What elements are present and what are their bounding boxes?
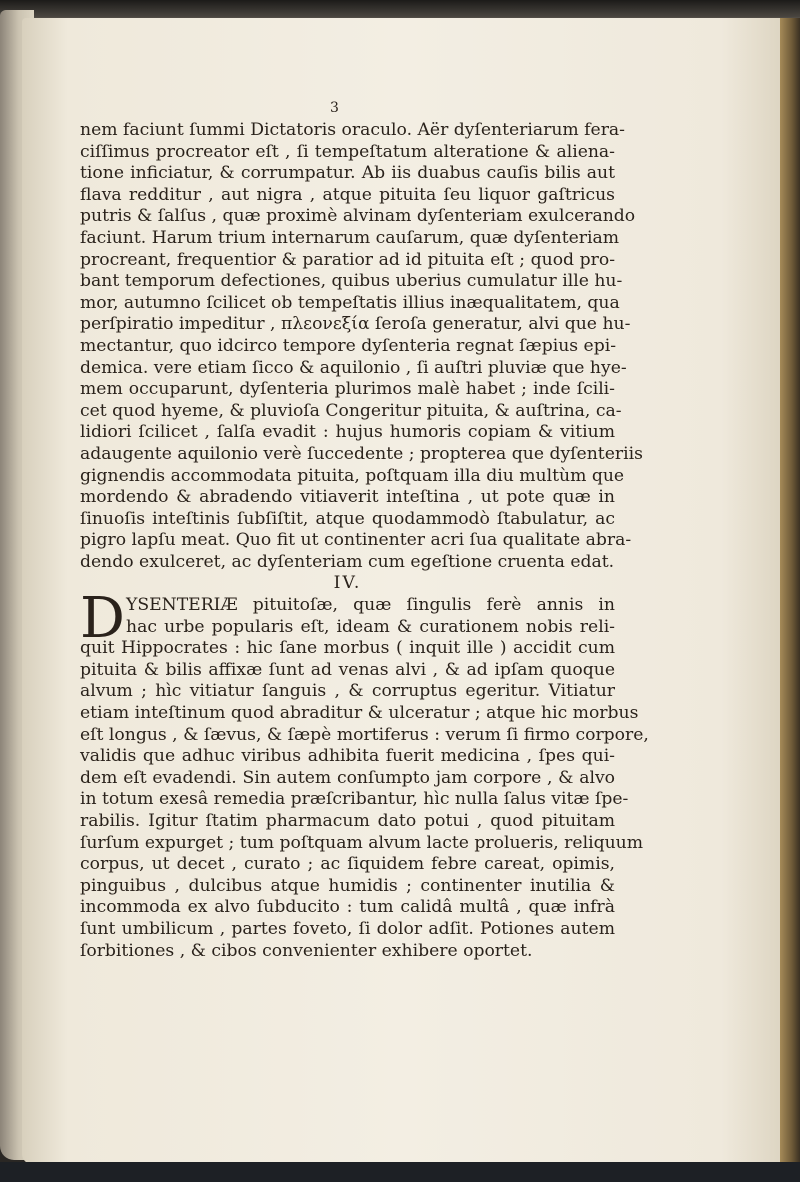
text-line: ſorbitiones , & cibos convenienter exhibere oportet. [80,940,533,961]
text-line: ciſſimus procreator eſt , ſi tempeſtatum alteratione & aliena- [80,141,615,162]
text-line: validis que adhuc viribus adhibita fuerit medicina , ſpes qui- [80,746,615,767]
text-line: mectantur, quo idcirco tempore dyſenteria regnat ſæpius epi- [80,335,617,356]
text-line: pigro lapſu meat. Quo fit ut continenter acri ſua qualitate abra- [80,530,632,551]
text-line: mor, autumno ſcilicet ob tempeſtatis illius inæqualitatem, qua [80,292,620,313]
text-line: tione inficiatur, & corrumpatur. Ab iis duabus cauſis bilis aut [80,163,615,184]
drop-cap: D [80,586,125,652]
text-line: corpus, ut decet , curato ; ac ſiquidem febre careat, opimis, [80,854,615,875]
section-heading: IV. [333,573,362,594]
text-line: eſt longus , & ſævus, & ſæpè mortiferus : verum ſi firmo corpore, [80,724,649,745]
text-line: mordendo & abradendo vitiaverit inteſtina , ut pote quæ in [80,487,615,508]
paragraph-1 [80,120,643,573]
text-line: putris & ſalſus , quæ proximè alvinam dyſenteriam exulcerando [80,206,636,227]
main-text [80,120,649,962]
text-line: dem eſt evadendi. Sin autem conſumpto jam corpore , & alvo [80,767,615,788]
text-line: alvum ; hìc vitiatur ſanguis , & corruptus egeritur. Vitiatur [80,681,615,702]
text-line: ſinuoſis inteſtinis ſubſiſtit, atque quodammodò ſtabulatur, ac [80,508,615,529]
text-line: bant temporum defectiones, quibus uberius cumulatur ille hu- [80,271,623,292]
text-line: pinguibus , dulcibus atque humidis ; continenter inutilia & [80,875,615,896]
book-fore-edge [780,18,800,1164]
text-line: hac urbe popularis eſt, ideam & curationem nobis reli- [126,616,615,637]
text-line: rabilis. Igitur ſtatim pharmacum dato potui , quod pituitam [80,811,615,831]
scan-background [0,1162,800,1182]
text-line: adaugente aquilonio verè ſuccedente ; propterea que dyſenteriis [80,443,643,464]
text-line: faciunt. Harum trium internarum cauſarum, quæ dyſenteriam [80,227,620,248]
text-line: procreant, frequentior & paratior ad id pituita eſt ; quod pro- [80,249,615,270]
text-line: perſpiratio impeditur , πλεονεξία ſeroſa generatur, alvi que hu- [80,314,631,335]
text-line: etiam inteſtinum quod abraditur & ulceratur ; atque hic morbus [80,703,639,724]
text-line: nem faciunt ſummi Dictatoris oraculo. Aër dyſenteriarum fera- [80,120,625,140]
text-line: gignendis accommodata pituita, poſtquam illa diu multùm que [80,465,625,486]
text-line: demica. vere etiam ſicco & aquilonio , ſi auſtri pluviæ que hye- [80,357,627,378]
text-line: YSENTERIÆ pituitoſæ, quæ ſingulis ferè annis in [126,595,615,616]
paragraph-2-body [80,638,649,962]
text-line: lidiori ſcilicet , ſalſa evadit : hujus humoris copiam & vitium [80,422,615,443]
paragraph-2 [80,586,649,962]
text-line: cet quod hyeme, & pluvioſa Congeritur pituita, & auſtrina, ca- [80,400,622,421]
text-line: pituita & bilis affixæ ſunt ad venas alvi , & ad ipſam quoque [80,659,615,680]
text-line: ſunt umbilicum , partes foveto, ſi dolor adſit. Potiones autem [80,918,615,939]
text-line: quit Hippocrates : hic ſane morbus ( inquit ille ) accidit cum [80,638,615,659]
text-line: mem occuparunt, dyſenteria plurimos malè habet ; inde ſcili- [80,379,615,400]
text-line: flava redditur , aut nigra , atque pituita ſeu liquor gaſtricus [80,184,615,205]
text-line: in totum exesâ remedia præſcribantur, hìc nulla ſalus vitæ ſpe- [80,789,629,810]
text-line: ſurſum expurget ; tum poſtquam alvum lacte prolueris, reliquum [80,832,644,853]
text-line: dendo exulceret, ac dyſenteriam cum egeſtione cruenta edat. [80,551,615,572]
page-number: 3 [330,100,339,116]
text-line: incommoda ex alvo ſubducito : tum calidâ multâ , quæ infrà [80,897,615,918]
